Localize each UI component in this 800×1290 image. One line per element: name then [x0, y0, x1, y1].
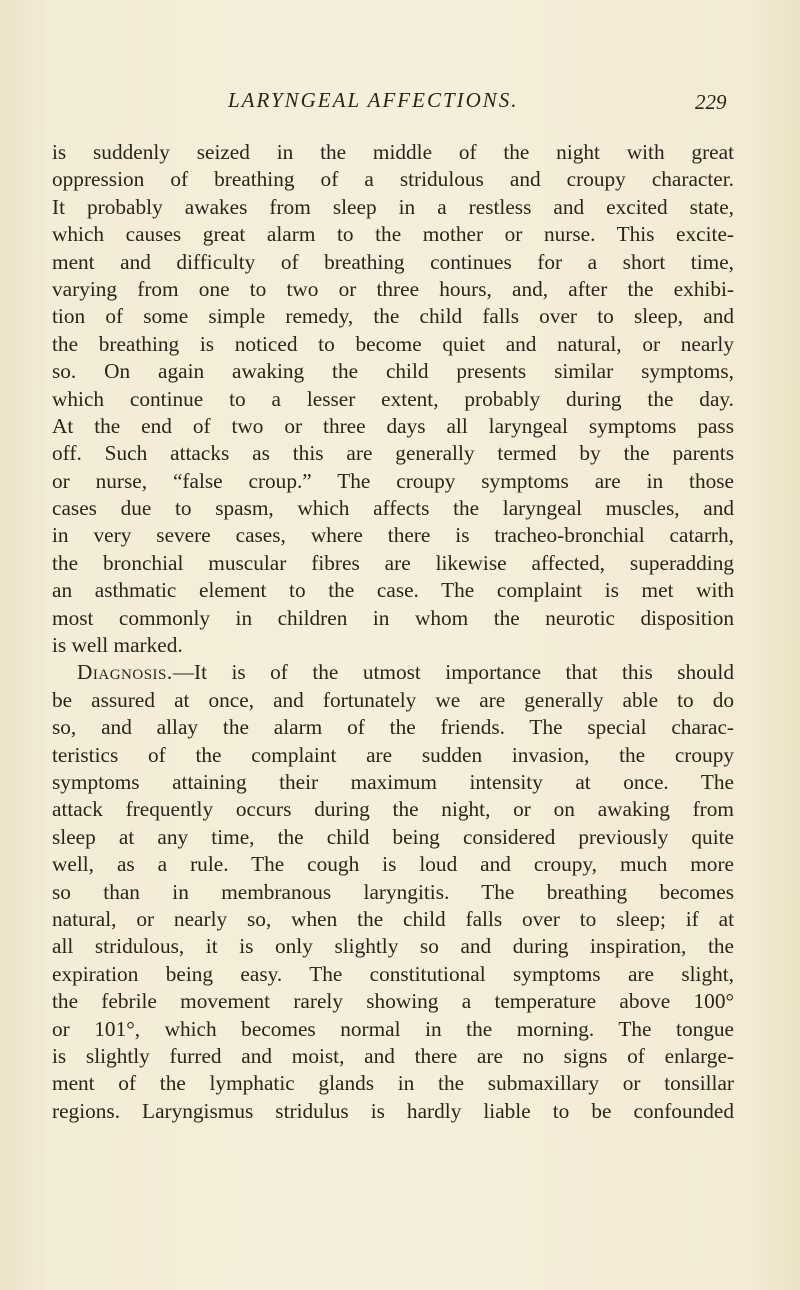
text-line: At the end of two or three days all laryngeal symptoms pass: [52, 413, 734, 438]
text-line: tion of some simple remedy, the child falls over to sleep, and: [52, 304, 734, 329]
diagnosis-heading: Diagnosis.: [77, 660, 173, 685]
text-line: is well marked.: [52, 633, 183, 658]
text-line: so. On again awaking the child presents similar symptoms,: [52, 359, 734, 384]
text-line: off. Such attacks as this are generally termed by the parents: [52, 441, 734, 466]
text-line: expiration being easy. The constitutional symptoms are slight,: [52, 961, 734, 986]
body-text: [52, 139, 734, 1125]
diagnosis-first-line: —It is of the utmost importance that this should: [172, 660, 734, 685]
text-line: attack frequently occurs during the night, or on awaking from: [52, 797, 734, 822]
text-line: cases due to spasm, which affects the laryngeal muscles, and: [52, 496, 734, 521]
text-line: so than in membranous laryngitis. The breathing becomes: [52, 879, 734, 904]
text-line: teristics of the complaint are sudden invasion, the croupy: [52, 742, 734, 767]
text-line: ment of the lymphatic glands in the submaxillary or tonsillar: [52, 1071, 734, 1096]
text-line: natural, or nearly so, when the child falls over to sleep; if at: [52, 906, 734, 931]
text-line: the bronchial muscular fibres are likewise affected, superadding: [52, 550, 734, 575]
text-line: or 101°, which becomes normal in the morning. The tongue: [52, 1016, 734, 1041]
text-line: is suddenly seized in the middle of the night with great: [52, 140, 734, 164]
running-title: LARYNGEAL AFFECTIONS.: [228, 88, 519, 112]
page-number: 229: [695, 90, 727, 114]
text-line: symptoms attaining their maximum intensity at once. The: [52, 769, 734, 794]
text-line: so, and allay the alarm of the friends. The special charac-: [52, 715, 734, 740]
text-line: which continue to a lesser extent, probably during the day.: [52, 386, 734, 411]
text-line: It probably awakes from sleep in a restless and excited state,: [52, 194, 734, 219]
text-line: be assured at once, and fortunately we are generally able to do: [52, 687, 734, 712]
text-line: the febrile movement rarely showing a temperature above 100°: [52, 989, 734, 1014]
text-line: which causes great alarm to the mother or nurse. This excite-: [52, 222, 734, 247]
text-line: all stridulous, it is only slightly so and during inspiration, the: [52, 934, 734, 959]
text-line: ment and difficulty of breathing continues for a short time,: [52, 249, 734, 274]
text-line: well, as a rule. The cough is loud and croupy, much more: [52, 852, 734, 877]
text-line: or nurse, “false croup.” The croupy symptoms are in those: [52, 468, 734, 493]
text-line: regions. Laryngismus stridulus is hardly liable to be confounded: [52, 1098, 734, 1123]
text-line: an asthmatic element to the case. The complaint is met with: [52, 578, 734, 603]
text-line: is slightly furred and moist, and there are no signs of enlarge-: [52, 1043, 734, 1068]
text-line: sleep at any time, the child being considered previously quite: [52, 824, 734, 849]
text-line: oppression of breathing of a stridulous and croupy character.: [52, 167, 734, 192]
text-line: in very severe cases, where there is tracheo-bronchial catarrh,: [52, 523, 734, 548]
text-line: the breathing is noticed to become quiet and natural, or nearly: [52, 331, 734, 356]
text-line: most commonly in children in whom the neurotic disposition: [52, 605, 734, 630]
text-line: varying from one to two or three hours, and, after the exhibi-: [52, 276, 734, 301]
diagnosis-paragraph-start: [52, 659, 734, 686]
